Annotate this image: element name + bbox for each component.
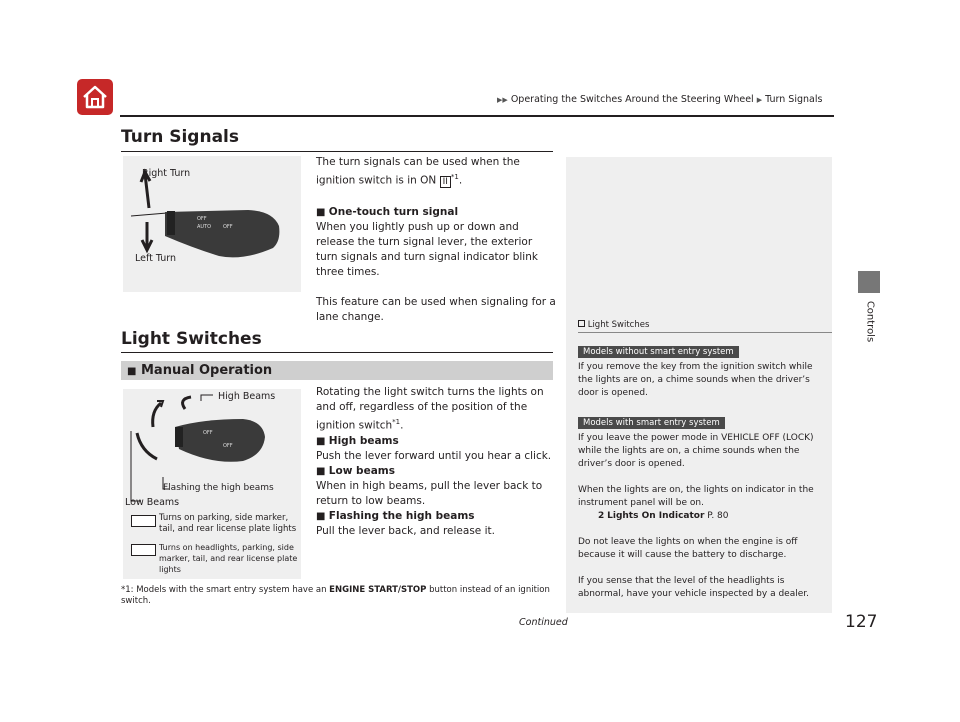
bullet-square-icon: ■ — [316, 435, 326, 447]
continued-label: Continued — [519, 617, 568, 628]
turn-intro-end: . — [458, 174, 463, 187]
bullet-square-icon: ■ — [316, 465, 326, 477]
notes-divider — [578, 332, 832, 333]
high-beams-heading: High beams — [328, 434, 399, 447]
cross-reference[interactable] — [578, 510, 830, 523]
ref-page[interactable]: P. 80 — [707, 511, 729, 521]
breadcrumb-arrow-icon: ▶ — [756, 96, 763, 104]
note-key-chime: If you remove the key from the ignition switch while the lights are on, a chime sounds when the driver’s door is opened. — [578, 362, 813, 398]
svg-text:OFF: OFF — [203, 430, 213, 436]
light-intro-text: Rotating the light switch turns the lights on and off, regardless of the position of the ignition switch — [316, 386, 544, 432]
manual-operation-heading — [121, 361, 553, 380]
note-headlight-level: If you sense that the level of the headlights is abnormal, have your vehicle inspected by a dealer. — [578, 576, 809, 599]
footnote-prefix: *1: Models with the smart entry system have an — [121, 585, 330, 595]
bullet-square-icon: ■ — [316, 510, 326, 522]
high-beams-text: Push the lever forward until you hear a click. — [316, 449, 552, 462]
bullet-square-icon: ■ — [316, 206, 326, 218]
svg-text:OFF: OFF — [197, 216, 207, 222]
low-beams-text: When in high beams, pull the lever back to return to low beams. — [316, 479, 543, 507]
home-icon[interactable] — [77, 79, 113, 115]
one-touch-heading: One-touch turn signal — [328, 205, 459, 218]
manual-operation-label: Manual Operation — [140, 363, 273, 378]
footnote — [121, 585, 561, 607]
light-switch-figure — [123, 389, 301, 579]
svg-text:AUTO: AUTO — [197, 224, 212, 230]
light-switches-body — [316, 385, 554, 539]
light-intro-end: . — [400, 419, 404, 432]
parking-lights-icon — [131, 515, 156, 527]
turn-intro-text: The turn signals can be used when the ignition switch is in ON — [316, 156, 520, 187]
notes-heading — [578, 320, 649, 330]
notes-heading-label: Light Switches — [587, 320, 650, 330]
legend-headlights-text: Turns on headlights, parking, side marker, tail, and rear license plate lights — [159, 543, 298, 574]
legend-parking-text: Turns on parking, side marker, tail, and rear license plate lights — [159, 513, 297, 534]
turn-signals-title: Turn Signals — [121, 127, 239, 147]
svg-text:OFF: OFF — [223, 224, 233, 230]
left-turn-label: Left Turn — [135, 253, 177, 264]
turn-lever-illustration — [123, 156, 301, 292]
headlights-icon — [131, 544, 156, 556]
light-lever-illustration — [123, 389, 301, 514]
model-badge: Models with smart entry system — [578, 417, 725, 429]
turn-signals-body — [316, 155, 556, 325]
high-beams-label: High Beams — [218, 391, 276, 402]
low-beams-heading: Low beams — [328, 464, 395, 477]
one-touch-text: When you lightly push up or down and release the turn signal lever, the exterior turn signals and turn signal indicator blink three times. — [316, 220, 538, 278]
footnote-ref: *1 — [450, 173, 459, 181]
header-divider — [120, 115, 834, 117]
breadcrumb-page[interactable]: Turn Signals — [765, 94, 823, 105]
svg-text:OFF: OFF — [223, 443, 233, 449]
ignition-mode-box: II — [440, 176, 451, 188]
model-badge: Models without smart entry system — [578, 346, 739, 358]
footnote-button-name: ENGINE START/STOP — [329, 585, 427, 595]
note-icon — [578, 320, 585, 327]
breadcrumb — [497, 94, 822, 105]
page-number: 127 — [845, 612, 878, 632]
note-power-mode-chime: If you leave the power mode in VEHICLE OFF (LOCK) while the lights are on, a chime sounds when the driver’s door is opened. — [578, 433, 814, 469]
footnote-suffix: button instead of an ignition switch. — [121, 585, 550, 606]
low-beams-label: Low Beams — [125, 497, 180, 508]
note-indicator: When the lights are on, the lights on indicator in the instrument panel will be on. — [578, 485, 814, 508]
footnote-ref: *1 — [392, 418, 401, 426]
ref-arrow-icon: 2 — [598, 511, 605, 521]
ref-label[interactable]: Lights On Indicator — [607, 511, 705, 521]
flashing-label: Flashing the high beams — [163, 483, 274, 493]
right-turn-label: Right Turn — [142, 168, 191, 179]
light-switches-title: Light Switches — [121, 329, 262, 349]
title-divider — [121, 352, 553, 353]
side-section-label: Controls — [864, 300, 876, 343]
breadcrumb-section[interactable]: Operating the Switches Around the Steering Wheel — [510, 94, 754, 105]
note-battery: Do not leave the lights on when the engine is off because it will cause the battery to discharge. — [578, 537, 798, 560]
lane-change-text: This feature can be used when signaling for a lane change. — [316, 295, 556, 323]
flashing-heading: Flashing the high beams — [328, 509, 475, 522]
breadcrumb-arrow-icon: ▶▶ — [497, 96, 508, 104]
bullet-square-icon: ■ — [127, 366, 137, 377]
turn-signal-figure — [123, 156, 301, 292]
notes-content — [578, 339, 830, 601]
title-divider — [121, 151, 553, 152]
flashing-text: Pull the lever back, and release it. — [316, 524, 495, 537]
